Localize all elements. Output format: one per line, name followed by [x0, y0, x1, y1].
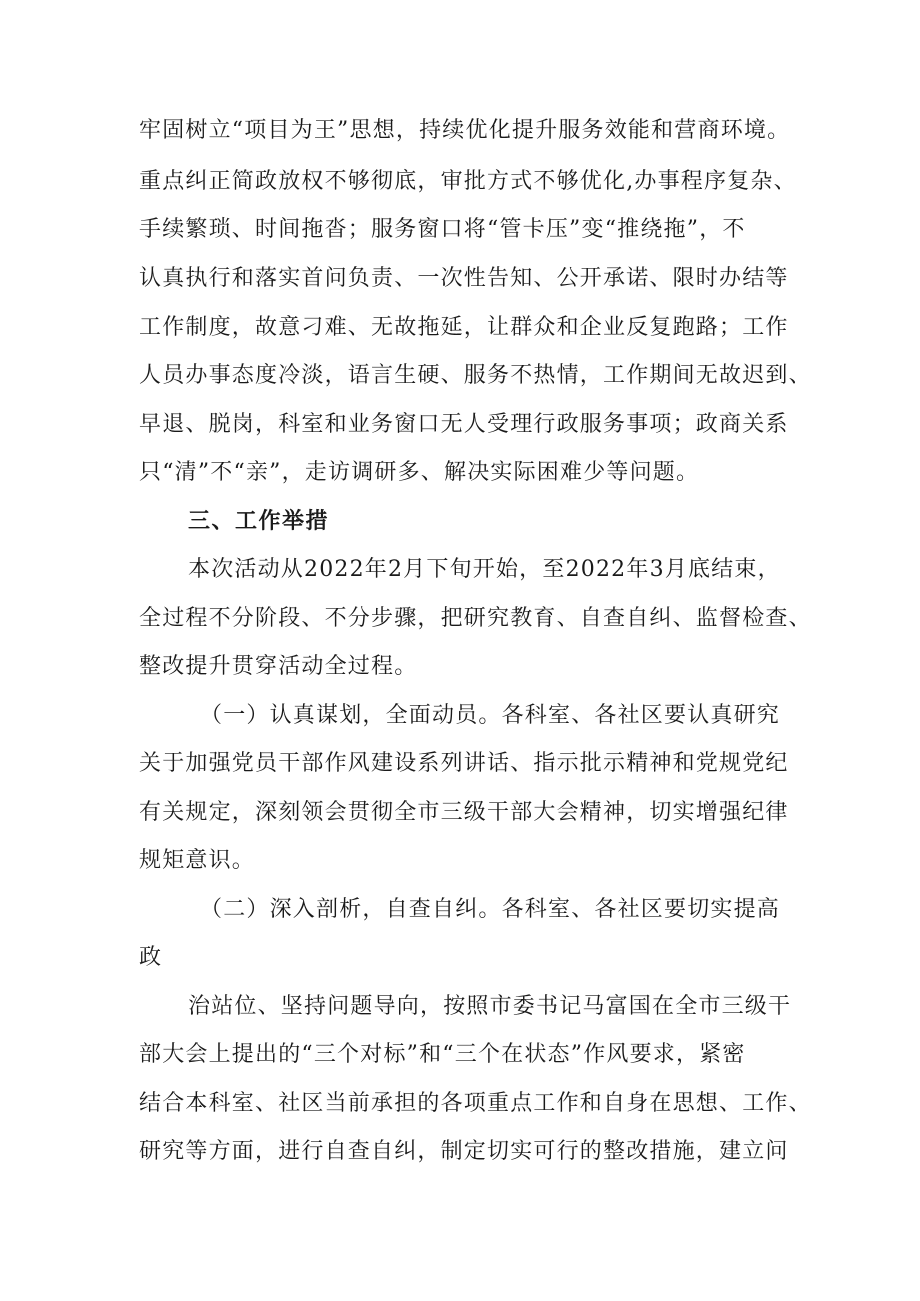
body-text-line: 早退、脱岗，科室和业务窗口无人受理行政服务事项；政商关系 [139, 412, 789, 437]
body-text-line: 重点纠正简政放权不够彻底，审批方式不够优化,办事程序复杂、 [139, 169, 797, 194]
body-text-line: 只“清”不“亲”，走访调研多、解决实际困难少等问题。 [139, 460, 700, 485]
body-text-line: 整改提升贯穿活动全过程。 [139, 654, 418, 679]
body-text-line: 有关规定，深刻领会贯彻全市三级干部大会精神，切实增强纪律 [139, 800, 789, 825]
body-text-line: 手续繁琐、时间拖沓；服务窗口将“管卡压”变“推绕拖”，不 [139, 217, 746, 242]
body-text-line: 本次活动从2022年2月下旬开始，至2022年3月底结束， [188, 557, 781, 582]
body-text-line: 工作制度，故意刁难、无故拖延，让群众和企业反复跑路；工作 [139, 315, 789, 340]
subsection-paragraph-start: （二）深入剖析，自查自纠。各科室、各社区要切实提高 [200, 897, 781, 922]
subsection-paragraph-start: （一）认真谋划，全面动员。各科室、各社区要认真研究 [200, 703, 781, 728]
body-text-line: 认真执行和落实首问负责、一次性告知、公开承诺、限时办结等 [139, 266, 789, 291]
body-text-line: 规矩意识。 [139, 848, 256, 873]
body-text-line: 研究等方面，进行自查自纠，制定切实可行的整改措施，建立问 [139, 1139, 789, 1164]
body-text-line: 牢固树立“项目为王”思想，持续优化提升服务效能和营商环境。 [139, 118, 791, 143]
body-text-line: 全过程不分阶段、不分步骤，把研究教育、自查自纠、监督检查、 [139, 606, 812, 631]
body-text-line: 结合本科室、社区当前承担的各项重点工作和自身在思想、工作、 [139, 1091, 812, 1116]
body-text-line: 政 [139, 945, 163, 970]
section-heading: 三、工作举措 [188, 509, 330, 534]
body-text-line: 关于加强党员干部作风建设系列讲话、指示批示精神和党规党纪 [139, 751, 789, 776]
body-text-line: 治站位、坚持问题导向，按照市委书记马富国在全市三级干 [188, 994, 792, 1019]
body-text-line: 部大会上提出的“三个对标”和“三个在状态”作风要求，紧密 [139, 1042, 746, 1067]
body-text-line: 人员办事态度冷淡，语言生硬、服务不热情，工作期间无故迟到、 [139, 363, 812, 388]
